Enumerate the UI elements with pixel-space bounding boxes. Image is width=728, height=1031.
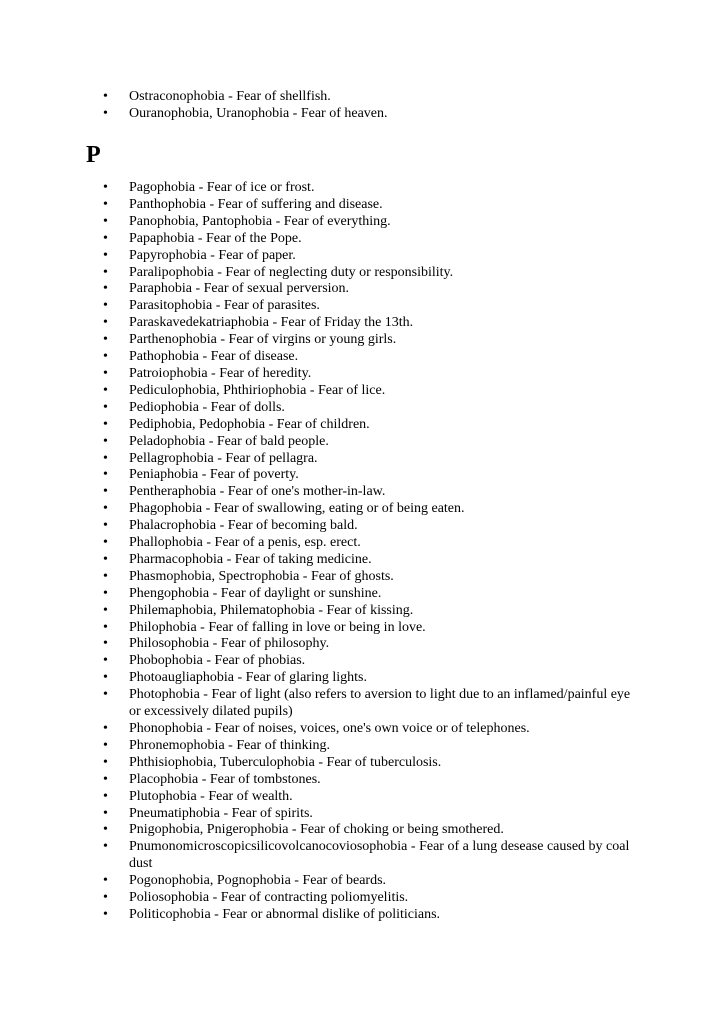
bullet-icon: • bbox=[103, 416, 108, 432]
list-item-text: Peladophobia - Fear of bald people. bbox=[129, 433, 329, 449]
list-item bbox=[0, 670, 728, 687]
list-item-text: Peniaphobia - Fear of poverty. bbox=[129, 467, 299, 483]
list-item bbox=[0, 890, 728, 907]
list-item-text: Ostraconophobia - Fear of shellfish. bbox=[129, 89, 331, 104]
list-item bbox=[0, 214, 728, 231]
bullet-icon: • bbox=[103, 467, 108, 483]
list-item-text: Photophobia - Fear of light (also refers to aversion to light due to an inflamed/painful eye or excessively dilated pupils) bbox=[129, 687, 631, 720]
list-item bbox=[0, 231, 728, 248]
list-item bbox=[0, 383, 728, 400]
bullet-icon: • bbox=[103, 721, 108, 736]
list-item-text: Panophobia, Pantophobia - Fear of everything. bbox=[129, 213, 391, 229]
bullet-icon: • bbox=[103, 535, 108, 551]
list-item-text: Patroiophobia - Fear of heredity. bbox=[129, 365, 312, 381]
list-item-text: Paralipophobia - Fear of neglecting duty or responsibility. bbox=[129, 264, 454, 280]
bullet-icon: • bbox=[103, 890, 108, 906]
list-item-text: Papyrophobia - Fear of paper. bbox=[129, 247, 296, 263]
list-item-text: Philosophobia - Fear of philosophy. bbox=[129, 636, 330, 652]
list-item bbox=[0, 721, 728, 738]
list-item bbox=[0, 467, 728, 484]
list-item-text: Phobophobia - Fear of phobias. bbox=[129, 653, 306, 669]
list-item bbox=[0, 366, 728, 383]
list-item-text: Pnumonomicroscopicsilicovolcanocoviosophobia - Fear of a lung desease caused by coal dust bbox=[129, 839, 630, 872]
list-item-text: Parthenophobia - Fear of virgins or young girls. bbox=[129, 332, 397, 348]
list-item-text: Pagophobia - Fear of ice or frost. bbox=[129, 180, 315, 195]
list-item bbox=[0, 106, 728, 123]
list-item bbox=[0, 89, 728, 106]
bullet-icon: • bbox=[103, 839, 108, 855]
bullet-icon: • bbox=[103, 89, 108, 104]
list-item bbox=[0, 298, 728, 315]
bullet-icon: • bbox=[103, 805, 108, 821]
list-item bbox=[0, 265, 728, 282]
bullet-icon: • bbox=[103, 298, 108, 314]
list-item-text: Poliosophobia - Fear of contracting poliomyelitis. bbox=[129, 890, 409, 906]
list-item bbox=[0, 569, 728, 586]
list-item-text: Pediphobia, Pedophobia - Fear of children. bbox=[129, 416, 370, 432]
list-item bbox=[0, 332, 728, 349]
list-item bbox=[0, 484, 728, 501]
bullet-icon: • bbox=[103, 450, 108, 466]
bullet-icon: • bbox=[103, 636, 108, 652]
bullet-icon: • bbox=[103, 788, 108, 804]
list-item-text: Phonophobia - Fear of noises, voices, one's own voice or of telephones. bbox=[129, 721, 530, 736]
bullet-icon: • bbox=[103, 585, 108, 601]
bullet-icon: • bbox=[103, 518, 108, 534]
list-item-text: Phasmophobia, Spectrophobia - Fear of ghosts. bbox=[129, 568, 394, 584]
list-item bbox=[0, 434, 728, 451]
list-item-text: Phalacrophobia - Fear of becoming bald. bbox=[129, 518, 358, 534]
list-item bbox=[0, 839, 728, 873]
list-item-text: Phthisiophobia, Tuberculophobia - Fear of tuberculosis. bbox=[129, 754, 442, 770]
list-item bbox=[0, 248, 728, 265]
list-item bbox=[0, 772, 728, 789]
bullet-icon: • bbox=[103, 687, 108, 703]
list-item-text: Pnigophobia, Pnigerophobia - Fear of choking or being smothered. bbox=[129, 822, 504, 838]
list-item bbox=[0, 535, 728, 552]
list-item bbox=[0, 873, 728, 890]
list-item-text: Parasitophobia - Fear of parasites. bbox=[129, 298, 320, 314]
list-item bbox=[0, 755, 728, 772]
bullet-icon: • bbox=[103, 737, 108, 753]
list-item-text: Pediculophobia, Phthiriophobia - Fear of lice. bbox=[129, 382, 386, 398]
list-item-text: Paraskavedekatriaphobia - Fear of Friday the 13th. bbox=[129, 315, 414, 331]
list-item-text: Phengophobia - Fear of daylight or sunshine. bbox=[129, 585, 382, 601]
list-item bbox=[0, 518, 728, 535]
bullet-icon: • bbox=[103, 484, 108, 500]
bullet-icon: • bbox=[103, 365, 108, 381]
list-item bbox=[0, 400, 728, 417]
list-item-text: Ouranophobia, Uranophobia - Fear of heaven. bbox=[129, 105, 388, 121]
phobia-list-o bbox=[0, 89, 728, 123]
list-item bbox=[0, 687, 728, 721]
bullet-icon: • bbox=[103, 399, 108, 415]
bullet-icon: • bbox=[103, 196, 108, 212]
bullet-icon: • bbox=[103, 281, 108, 297]
list-item-text: Pathophobia - Fear of disease. bbox=[129, 349, 299, 365]
list-item bbox=[0, 180, 728, 197]
list-item-text: Plutophobia - Fear of wealth. bbox=[129, 788, 293, 804]
list-item bbox=[0, 315, 728, 332]
bullet-icon: • bbox=[103, 247, 108, 263]
bullet-icon: • bbox=[103, 551, 108, 567]
bullet-icon: • bbox=[103, 906, 108, 922]
bullet-icon: • bbox=[103, 822, 108, 838]
list-item-text: Politicophobia - Fear or abnormal dislike of politicians. bbox=[129, 906, 441, 922]
list-item-text: Pentheraphobia - Fear of one's mother-in-law. bbox=[129, 484, 386, 500]
list-item bbox=[0, 907, 728, 924]
list-item-text: Paraphobia - Fear of sexual perversion. bbox=[129, 281, 350, 297]
list-item-text: Pharmacophobia - Fear of taking medicine. bbox=[129, 551, 372, 567]
bullet-icon: • bbox=[103, 501, 108, 517]
list-item bbox=[0, 197, 728, 214]
bullet-icon: • bbox=[103, 433, 108, 449]
bullet-icon: • bbox=[103, 754, 108, 770]
bullet-icon: • bbox=[103, 264, 108, 280]
bullet-icon: • bbox=[103, 568, 108, 584]
list-item bbox=[0, 738, 728, 755]
bullet-icon: • bbox=[103, 105, 108, 121]
bullet-icon: • bbox=[103, 213, 108, 229]
bullet-icon: • bbox=[103, 230, 108, 246]
list-item-text: Phagophobia - Fear of swallowing, eating or of being eaten. bbox=[129, 501, 465, 517]
list-item bbox=[0, 349, 728, 366]
list-item bbox=[0, 552, 728, 569]
list-item-text: Philemaphobia, Philematophobia - Fear of kissing. bbox=[129, 602, 414, 618]
bullet-icon: • bbox=[103, 332, 108, 348]
list-item bbox=[0, 281, 728, 298]
bullet-icon: • bbox=[103, 670, 108, 686]
list-item-text: Philophobia - Fear of falling in love or being in love. bbox=[129, 619, 426, 635]
bullet-icon: • bbox=[103, 349, 108, 365]
list-item-text: Pellagrophobia - Fear of pellagra. bbox=[129, 450, 318, 466]
list-item-text: Pediophobia - Fear of dolls. bbox=[129, 399, 285, 415]
list-item-text: Panthophobia - Fear of suffering and disease. bbox=[129, 196, 383, 212]
list-item bbox=[0, 653, 728, 670]
list-item-text: Pneumatiphobia - Fear of spirits. bbox=[129, 805, 313, 821]
list-item bbox=[0, 636, 728, 653]
list-item bbox=[0, 789, 728, 806]
list-item-text: Phallophobia - Fear of a penis, esp. erect. bbox=[129, 535, 361, 551]
bullet-icon: • bbox=[103, 619, 108, 635]
bullet-icon: • bbox=[103, 771, 108, 787]
bullet-icon: • bbox=[103, 180, 108, 195]
section-heading: P bbox=[86, 142, 101, 168]
list-item-text: Phronemophobia - Fear of thinking. bbox=[129, 737, 331, 753]
list-item-text: Photoaugliaphobia - Fear of glaring lights. bbox=[129, 670, 367, 686]
bullet-icon: • bbox=[103, 602, 108, 618]
list-item bbox=[0, 806, 728, 823]
phobia-list-p bbox=[0, 180, 728, 924]
list-item bbox=[0, 501, 728, 518]
list-item bbox=[0, 822, 728, 839]
bullet-icon: • bbox=[103, 315, 108, 331]
list-item bbox=[0, 586, 728, 603]
list-item-text: Pogonophobia, Pognophobia - Fear of beards. bbox=[129, 873, 387, 889]
bullet-icon: • bbox=[103, 382, 108, 398]
list-item bbox=[0, 603, 728, 620]
bullet-icon: • bbox=[103, 873, 108, 889]
list-item bbox=[0, 620, 728, 637]
list-item-text: Placophobia - Fear of tombstones. bbox=[129, 771, 321, 787]
bullet-icon: • bbox=[103, 653, 108, 669]
list-item-text: Papaphobia - Fear of the Pope. bbox=[129, 230, 302, 246]
list-item bbox=[0, 417, 728, 434]
list-item bbox=[0, 451, 728, 468]
